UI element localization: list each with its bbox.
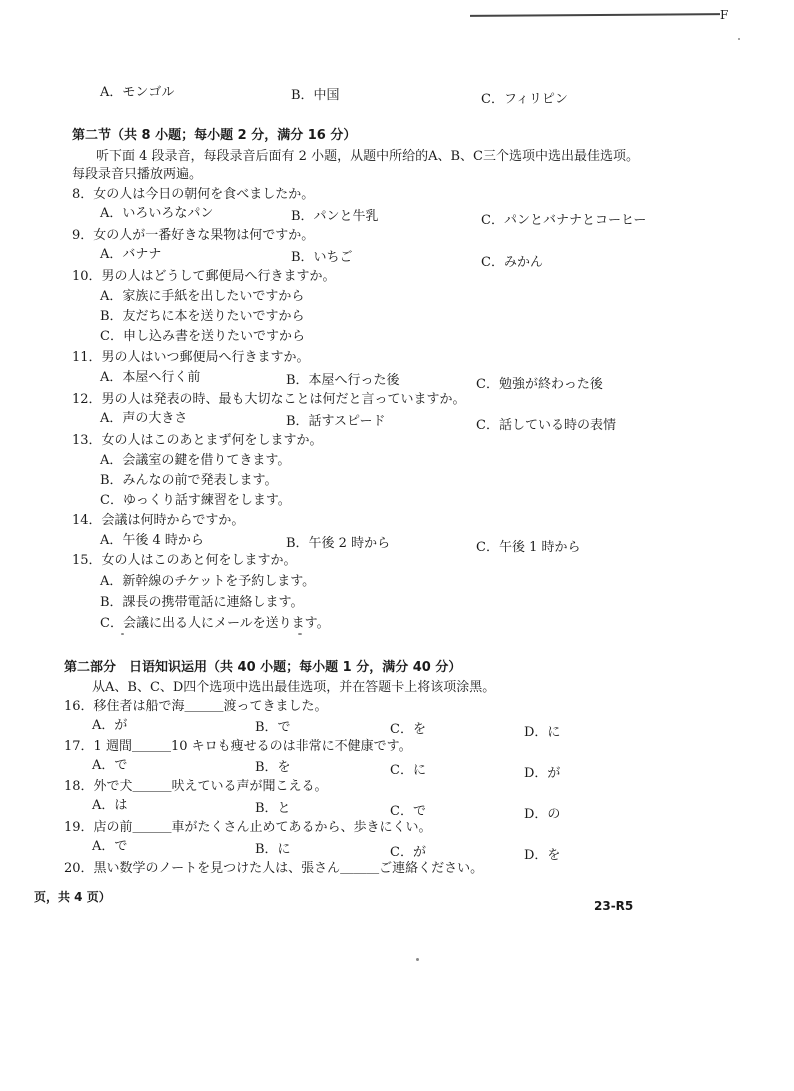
option-c: C．会議に出る人にメールを送ります。 xyxy=(100,616,330,631)
question-stem: 11．男の人はいつ郵便局へ行きますか。 xyxy=(72,350,310,365)
option-c: C．ゆっくり話す練習をします。 xyxy=(100,493,291,508)
question-stem: 9．女の人が一番好きな果物は何ですか。 xyxy=(72,228,315,243)
option-a: A．本屋へ行く前 xyxy=(100,370,201,385)
option-c: C．に xyxy=(390,763,426,778)
option-a: A．新幹線のチケットを予約します。 xyxy=(100,574,316,589)
option-a: A．声の大きさ xyxy=(100,411,188,426)
option-c: C．申し込み書を送りたいですから xyxy=(100,329,305,344)
option-b: B．話すスピード xyxy=(286,414,386,429)
option-a: A．午後 4 時から xyxy=(100,533,204,548)
page-code: 23-R5 xyxy=(594,899,634,913)
option-c: C．で xyxy=(390,804,426,819)
option-c: C．パンとバナナとコーヒー xyxy=(481,213,647,228)
option-c: C．みかん xyxy=(481,255,543,270)
option-b: B．いちご xyxy=(291,250,353,265)
scan-edge-line xyxy=(470,13,720,17)
q7-option-b: B．中国 xyxy=(291,88,340,103)
option-a: A．会議室の鍵を借りてきます。 xyxy=(100,453,291,468)
part2-instruction: 从A、B、C、D四个选项中选出最佳选项，并在答题卡上将该项涂黑。 xyxy=(92,680,496,695)
question-stem: 20．黒い数学のノートを見つけた人は、張さん＿＿＿ご連絡ください。 xyxy=(64,861,484,876)
page-footer-left: 页，共 4 页） xyxy=(34,890,111,904)
section2-instruction: 听下面 4 段录音，每段录音后面有 2 小题，从题中所给的A、B、C三个选项中选出最佳选项。 xyxy=(96,149,639,164)
question-stem: 18．外で犬＿＿＿吠えている声が聞こえる。 xyxy=(64,779,328,794)
option-c: C．話している時の表情 xyxy=(476,418,616,433)
question-stem: 17．1 週間＿＿＿10 キロも痩せるのは非常に不健康です。 xyxy=(64,739,412,754)
option-d: D．が xyxy=(524,766,561,781)
option-b: B．友だちに本を送りたいですから xyxy=(100,309,305,324)
question-stem: 8．女の人は今日の朝何を食べましたか。 xyxy=(72,187,315,202)
option-a: A．で xyxy=(92,839,128,854)
question-stem: 14．会議は何時からですか。 xyxy=(72,513,245,528)
section2-instruction-cont: 每段录音只播放两遍。 xyxy=(72,167,203,182)
option-a: A．家族に手紙を出したいですから xyxy=(100,289,305,304)
option-b: B．パンと牛乳 xyxy=(291,209,379,224)
option-c: C．午後 1 時から xyxy=(476,540,581,555)
option-b: B．に xyxy=(255,842,291,857)
question-stem: 10．男の人はどうして郵便局へ行きますか。 xyxy=(72,269,336,284)
question-stem: 13．女の人はこのあとまず何をしますか。 xyxy=(72,433,323,448)
scan-speck xyxy=(121,633,124,635)
question-stem: 16．移住者は船で海＿＿＿渡ってきました。 xyxy=(64,699,328,714)
q7-option-a: A．モンゴル xyxy=(100,85,175,100)
option-b: B．みんなの前で発表します。 xyxy=(100,473,278,488)
option-c: C．を xyxy=(390,722,426,737)
question-stem: 12．男の人は発表の時、最も大切なことは何だと言っていますか。 xyxy=(72,392,466,407)
corner-mark: F xyxy=(720,8,729,22)
option-a: A．で xyxy=(92,758,128,773)
scan-speck xyxy=(738,38,740,40)
option-a: A．が xyxy=(92,718,128,733)
option-c: C．が xyxy=(390,845,426,860)
option-b: B．で xyxy=(255,720,291,735)
option-b: B．と xyxy=(255,801,291,816)
q7-option-c: C．フィリピン xyxy=(481,92,568,107)
option-b: B．を xyxy=(255,760,291,775)
question-stem: 15．女の人はこのあと何をしますか。 xyxy=(72,553,297,568)
option-a: A．いろいろなパン xyxy=(100,206,214,221)
section2-title: 第二节（共 8 小题；每小题 2 分，满分 16 分） xyxy=(72,128,357,143)
option-b: B．課長の携帯電話に連絡します。 xyxy=(100,595,304,610)
option-a: A．バナナ xyxy=(100,247,162,262)
question-stem: 19．店の前＿＿＿車がたくさん止めてあるから、歩きにくい。 xyxy=(64,820,432,835)
option-a: A．は xyxy=(92,798,128,813)
option-d: D．を xyxy=(524,848,561,863)
part2-title: 第二部分 日语知识运用（共 40 小题；每小题 1 分，满分 40 分） xyxy=(64,660,462,675)
option-b: B．本屋へ行った後 xyxy=(286,373,400,388)
option-d: D．に xyxy=(524,725,561,740)
option-d: D．の xyxy=(524,807,561,822)
option-c: C．勉強が終わった後 xyxy=(476,377,603,392)
scan-speck xyxy=(416,958,419,961)
option-b: B．午後 2 時から xyxy=(286,536,391,551)
scan-speck xyxy=(298,633,302,635)
